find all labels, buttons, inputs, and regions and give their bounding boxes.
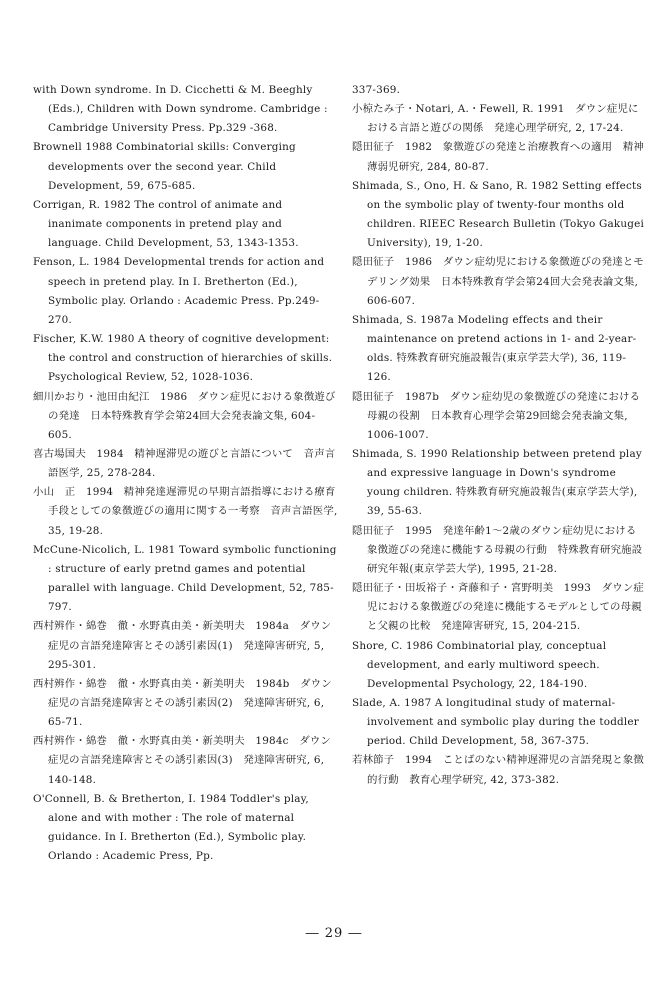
reference-entry: Slade, A. 1987 A longitudinal study of maternal-involvement and symbolic play during the toddler period. Child Development, 58, 367-375. — [352, 697, 639, 748]
reference-entry: 若林節子 1994 ことばのない精神遅滞児の言語発現と象徴的行動 教育心理学研究, 42, 373-382. — [352, 754, 645, 786]
right-reference-column — [352, 81, 644, 790]
reference-entry: 小椋たみ子・Notari, A.・Fewell, R. 1991 ダウン症児における言語と遊びの関係 発達心理学研究, 2, 17-24. — [352, 103, 639, 135]
reference-entry: 隠田征子 1982 象徴遊びの発達と治療教育への適用 精神薄弱児研究, 284, 80-87. — [352, 141, 645, 173]
page-number: ― 29 ― — [305, 926, 363, 941]
reference-entry: 小山 正 1994 精神発達遅滞児の早期言語指導における療育手段としての象徴遊びの適用に関する一考察 音声言語医学, 35, 19-28. — [33, 486, 338, 537]
reference-entry: 隠田征子・田坂裕子・斉藤和子・宮野明美 1993 ダウン症児における象徴遊びの発達に機能するモデルとしての母親と父親の比較 発達障害研究, 15, 204-215. — [352, 582, 645, 633]
reference-entry: Fenson, L. 1984 Developmental trends for action and speech in pretend play. In I. Bretherton (Ed.), Symbolic play. Orlando : Academic Press. Pp.249-270. — [33, 256, 325, 326]
reference-entry: Shimada, S., Ono, H. & Sano, R. 1982 Setting effects on the symbolic play of twenty-four months old children. RIEEC Research Bulletin (Tokyo Gakugei University), 19, 1-20. — [352, 179, 644, 250]
reference-entry: 337-369. — [352, 84, 401, 96]
reference-entry: 西村辨作・綿巻 徹・水野真由美・新美明夫 1984b ダウン症児の言語発達障害とその誘引素因(2) 発達障害研究, 6, 65-71. — [33, 677, 332, 729]
reference-entry: 西村辨作・綿巻 徹・水野真由美・新美明夫 1984a ダウン症児の言語発達障害とその誘引素因(1) 発達障害研究, 5, 295-301. — [33, 620, 332, 671]
reference-entry: Shimada, S. 1990 Relationship between pretend play and expressive language in Down's syndrome young children. 特殊教育研究施設報告(東京学芸大学), 39, 55-63. — [352, 447, 642, 518]
reference-entry: 隠田征子 1995 発達年齢1～2歳のダウン症幼児における象徴遊びの発達に機能する母親の行動 特殊教育研究施設研究年報(東京学芸大学), 1995, 21-28. — [352, 524, 643, 575]
reference-entry: 隠田征子 1987b ダウン症幼児の象徴遊びの発達における母親の役割 日本教育心理学会第29回総会発表論文集, 1006-1007. — [352, 390, 641, 441]
reference-entry: Fischer, K.W. 1980 A theory of cognitive development: the control and construction of hierarchies of skills. Psychological Review, 52, 1028-1036. — [33, 333, 333, 384]
reference-entry: 西村辨作・綿巻 徹・水野真由美・新美明夫 1984c ダウン症児の言語発達障害とその誘引素因(3) 発達障害研究, 6, 140-148. — [33, 735, 332, 786]
reference-entry: O'Connell, B. & Bretherton, I. 1984 Toddler's play, alone and with mother : The role of maternal guidance. In I. Bretherton (Ed.), Symbolic play. Orlando : Academic Press, Pp. — [33, 792, 309, 863]
reference-entry: Shore, C. 1986 Combinatorial play, conceptual development, and early multiword speech. Developmental Psychology, 22, 184-190. — [352, 639, 607, 690]
reference-entry: McCune-Nicolich, L. 1981 Toward symbolic functioning : structure of early pretnd games and potential parallel with language. Child Development, 52, 785-797. — [33, 543, 337, 614]
reference-entry: 細川かおり・池田由紀江 1986 ダウン症児における象徴遊びの発達 日本特殊教育学会第24回大会発表論文集, 604-605. — [33, 390, 336, 441]
reference-entry: Corrigan, R. 1982 The control of animate and inanimate components in pretend play and language. Child Development, 53, 1343-1353. — [33, 198, 299, 250]
reference-entry: Shimada, S. 1987a Modeling effects and their maintenance on pretend actions in 1- and 2-year-olds. 特殊教育研究施設報告(東京学芸大学), 36, 119-126. — [352, 313, 637, 384]
reference-entry: 喜古場国夫 1984 精神遅滞児の遊びと言語について 音声言語医学, 25, 278-284. — [33, 447, 336, 480]
reference-entry: with Down syndrome. In D. Cicchetti & M. Beeghly (Eds.), Children with Down syndrome. Cambridge : Cambridge University Press. Pp.329 -368. — [33, 84, 328, 135]
reference-entry: 隠田征子 1986 ダウン症幼児における象徴遊びの発達とモデリング効果 日本特殊教育学会第24回大会発表論文集, 606-607. — [352, 256, 645, 307]
left-reference-column — [33, 81, 338, 866]
reference-entry: Brownell 1988 Combinatorial skills: Converging developments over the second year. Child Development, 59, 675-685. — [33, 141, 296, 192]
